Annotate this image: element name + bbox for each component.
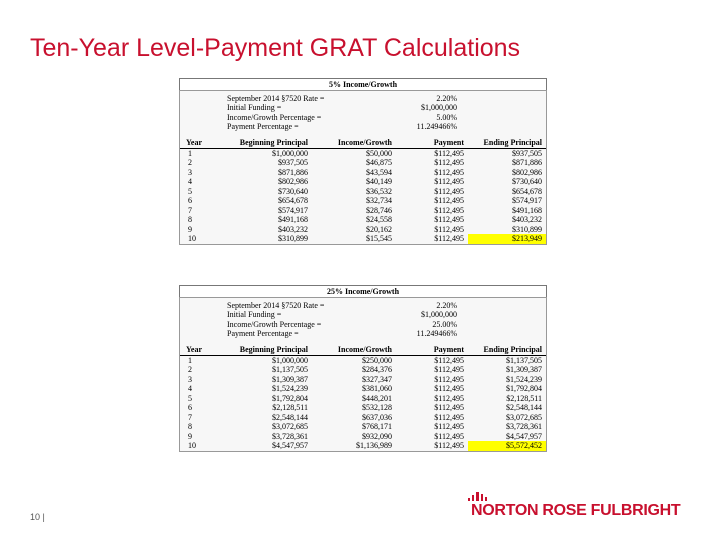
table-title: 25% Income/Growth xyxy=(179,285,547,297)
table-cell-income: $327,347 xyxy=(362,374,392,384)
table-cell-end: $730,640 xyxy=(512,177,542,187)
table-cell-payment: $112,495 xyxy=(434,234,464,244)
parameter-label: Income/Growth Percentage = xyxy=(227,112,322,122)
table-cell-year: 1 xyxy=(188,148,192,158)
table-cell-end: $937,505 xyxy=(512,148,542,158)
table-cell-income: $43,594 xyxy=(366,167,392,177)
column-header: Ending Principal xyxy=(468,138,546,149)
column-header: Year xyxy=(180,138,218,149)
table-cell-payment: $112,495 xyxy=(434,422,464,432)
column-header: Payment xyxy=(396,138,468,149)
table-cell-year: 7 xyxy=(188,205,192,215)
table-cell-payment: $112,495 xyxy=(434,224,464,234)
table-cell-payment: $112,495 xyxy=(434,403,464,413)
table-row xyxy=(180,432,546,442)
page-title: Ten-Year Level-Payment GRAT Calculations xyxy=(30,34,521,62)
table-cell-payment: $112,495 xyxy=(434,186,464,196)
parameter-label: Income/Growth Percentage = xyxy=(227,319,322,329)
table-cell-end: $403,232 xyxy=(512,215,542,225)
table-cell-end: $1,524,239 xyxy=(506,374,542,384)
parameter-row xyxy=(180,103,546,112)
parameter-row xyxy=(180,329,546,338)
table-cell-begin: $310,899 xyxy=(278,234,308,244)
column-header: Income/Growth xyxy=(312,138,396,149)
table-cell-end: $1,137,505 xyxy=(506,355,542,365)
table-cell-payment: $112,495 xyxy=(434,365,464,375)
table-row xyxy=(180,215,546,225)
table-cell-year: 10 xyxy=(188,234,196,244)
table-cell-end: $802,986 xyxy=(512,167,542,177)
table-cell-year: 3 xyxy=(188,374,192,384)
table-cell-end: $3,072,685 xyxy=(506,412,542,422)
table-cell-begin: $1,524,239 xyxy=(272,384,308,394)
parameter-value: $1,000,000 xyxy=(421,103,457,113)
column-header: Payment xyxy=(396,345,468,356)
table-row xyxy=(180,234,546,244)
table-cell-begin: $654,678 xyxy=(278,196,308,206)
table-cell-begin: $871,886 xyxy=(278,167,308,177)
table-row xyxy=(180,177,546,187)
table-cell-begin: $3,072,685 xyxy=(272,422,308,432)
parameter-value: 11.249466% xyxy=(416,122,457,132)
parameter-row xyxy=(180,301,546,310)
column-header: Beginning Principal xyxy=(218,345,312,356)
parameter-label: Payment Percentage = xyxy=(227,122,299,132)
column-header: Year xyxy=(180,345,218,356)
table-cell-income: $36,532 xyxy=(366,186,392,196)
parameter-row xyxy=(180,122,546,131)
table-cell-begin: $2,548,144 xyxy=(272,412,308,422)
table-cell-begin: $4,547,957 xyxy=(272,441,308,451)
table-cell-payment: $112,495 xyxy=(434,412,464,422)
parameter-value: 25.00% xyxy=(432,319,457,329)
table-cell-income: $448,201 xyxy=(362,393,392,403)
parameters xyxy=(180,91,546,138)
table-cell-income: $28,746 xyxy=(366,205,392,215)
parameter-value: $1,000,000 xyxy=(421,310,457,320)
table-cell-income: $381,060 xyxy=(362,384,392,394)
table-cell-begin: $2,128,511 xyxy=(272,403,308,413)
table-cell-year: 2 xyxy=(188,158,192,168)
table-cell-income: $532,128 xyxy=(362,403,392,413)
table-cell-payment: $112,495 xyxy=(434,384,464,394)
table-cell-begin: $1,000,000 xyxy=(272,355,308,365)
table-cell-begin: $1,137,505 xyxy=(272,365,308,375)
parameter-label: Payment Percentage = xyxy=(227,329,299,339)
table-cell-payment: $112,495 xyxy=(434,167,464,177)
table-cell-income: $24,558 xyxy=(366,215,392,225)
column-header: Ending Principal xyxy=(468,345,546,356)
table-cell-year: 3 xyxy=(188,167,192,177)
table-cell-income: $284,376 xyxy=(362,365,392,375)
parameter-label: September 2014 §7520 Rate = xyxy=(227,94,325,103)
table-row xyxy=(180,158,546,168)
table-cell-payment: $112,495 xyxy=(434,215,464,225)
table-header-row xyxy=(180,138,546,149)
table-cell-income: $768,171 xyxy=(362,422,392,432)
parameter-row xyxy=(180,310,546,319)
table-cell-end: $4,547,957 xyxy=(506,431,542,441)
table-cell-year: 8 xyxy=(188,215,192,225)
table-cell-year: 9 xyxy=(188,224,192,234)
table-cell-begin: $730,640 xyxy=(278,186,308,196)
table-cell-income: $32,734 xyxy=(366,196,392,206)
parameter-row xyxy=(180,320,546,329)
table-cell-income: $20,162 xyxy=(366,224,392,234)
table-cell-payment: $112,495 xyxy=(434,177,464,187)
table-row xyxy=(180,365,546,375)
table-row xyxy=(180,394,546,404)
table-cell-end: $871,886 xyxy=(512,158,542,168)
table-cell-end: $574,917 xyxy=(512,196,542,206)
table-cell-year: 10 xyxy=(188,441,196,451)
table-cell-payment: $112,495 xyxy=(434,431,464,441)
table-cell-begin: $3,728,361 xyxy=(272,431,308,441)
table-cell-end: $1,792,804 xyxy=(506,384,542,394)
payment-schedule-table xyxy=(180,345,546,451)
table-cell-year: 7 xyxy=(188,412,192,422)
table-cell-end: $1,309,387 xyxy=(506,365,542,375)
table-cell-income: $46,875 xyxy=(366,158,392,168)
table-cell-end: $2,548,144 xyxy=(506,403,542,413)
parameter-value: 11.249466% xyxy=(416,329,457,339)
table-cell-begin: $937,505 xyxy=(278,158,308,168)
table-cell-begin: $403,232 xyxy=(278,224,308,234)
table-cell-payment: $112,495 xyxy=(434,148,464,158)
table-cell-payment: $112,495 xyxy=(434,355,464,365)
table-row xyxy=(180,384,546,394)
table-cell-income: $15,545 xyxy=(366,234,392,244)
table-cell-income: $1,136,989 xyxy=(356,441,392,451)
table-row xyxy=(180,403,546,413)
parameter-row xyxy=(180,94,546,103)
company-logo xyxy=(458,490,698,526)
parameter-label: Initial Funding = xyxy=(227,310,282,320)
table-cell-income: $932,090 xyxy=(362,431,392,441)
table-row xyxy=(180,187,546,197)
table-cell-year: 4 xyxy=(188,177,192,187)
table-cell-year: 6 xyxy=(188,196,192,206)
parameter-label: September 2014 §7520 Rate = xyxy=(227,301,325,310)
table-row xyxy=(180,441,546,451)
column-header: Income/Growth xyxy=(312,345,396,356)
table-cell-year: 4 xyxy=(188,384,192,394)
page-number: 10 xyxy=(30,512,41,522)
table-row xyxy=(180,375,546,385)
table-cell-begin: $1,309,387 xyxy=(272,374,308,384)
table-cell-year: 1 xyxy=(188,355,192,365)
logo-text: NORTON ROSE FULBRIGHT xyxy=(471,502,681,519)
table-body xyxy=(179,90,547,245)
table-title: 5% Income/Growth xyxy=(179,78,547,90)
table-cell-end: $654,678 xyxy=(512,186,542,196)
table-cell-end: $5,572,452 xyxy=(468,441,546,451)
table-cell-begin: $491,168 xyxy=(278,215,308,225)
table-cell-income: $250,000 xyxy=(362,355,392,365)
parameter-label: Initial Funding = xyxy=(227,103,282,113)
table-row xyxy=(180,206,546,216)
table-cell-income: $637,036 xyxy=(362,412,392,422)
table-cell-end: $2,128,511 xyxy=(506,393,542,403)
table-row xyxy=(180,355,546,365)
table-cell-year: 5 xyxy=(188,186,192,196)
table-row xyxy=(180,148,546,158)
table-cell-payment: $112,495 xyxy=(434,441,464,451)
table-cell-payment: $112,495 xyxy=(434,374,464,384)
table-row xyxy=(180,168,546,178)
table-cell-begin: $1,792,804 xyxy=(272,393,308,403)
table-cell-income: $40,149 xyxy=(366,177,392,187)
table-cell-year: 8 xyxy=(188,422,192,432)
table-cell-end: $3,728,361 xyxy=(506,422,542,432)
table-cell-income: $50,000 xyxy=(366,148,392,158)
grat-table-25-percent xyxy=(179,285,547,452)
payment-schedule-table xyxy=(180,138,546,244)
table-cell-end: $491,168 xyxy=(512,205,542,215)
table-row xyxy=(180,225,546,235)
table-row xyxy=(180,196,546,206)
table-cell-year: 2 xyxy=(188,365,192,375)
table-cell-begin: $1,000,000 xyxy=(272,148,308,158)
table-cell-payment: $112,495 xyxy=(434,393,464,403)
footer-separator: | xyxy=(42,512,45,522)
table-cell-payment: $112,495 xyxy=(434,205,464,215)
table-cell-year: 6 xyxy=(188,403,192,413)
table-cell-payment: $112,495 xyxy=(434,196,464,206)
table-cell-year: 5 xyxy=(188,393,192,403)
table-row xyxy=(180,422,546,432)
parameter-value: 2.20% xyxy=(436,94,457,103)
parameters xyxy=(180,298,546,345)
table-header-row xyxy=(180,345,546,356)
table-body xyxy=(179,297,547,452)
column-header: Beginning Principal xyxy=(218,138,312,149)
table-cell-payment: $112,495 xyxy=(434,158,464,168)
table-cell-end: $310,899 xyxy=(512,224,542,234)
page-footer xyxy=(30,512,45,522)
grat-table-5-percent xyxy=(179,78,547,245)
table-cell-end: $213,949 xyxy=(468,234,546,244)
table-cell-begin: $802,986 xyxy=(278,177,308,187)
parameter-row xyxy=(180,113,546,122)
parameter-value: 2.20% xyxy=(436,301,457,310)
table-cell-year: 9 xyxy=(188,431,192,441)
parameter-value: 5.00% xyxy=(436,112,457,122)
table-row xyxy=(180,413,546,423)
table-cell-begin: $574,917 xyxy=(278,205,308,215)
